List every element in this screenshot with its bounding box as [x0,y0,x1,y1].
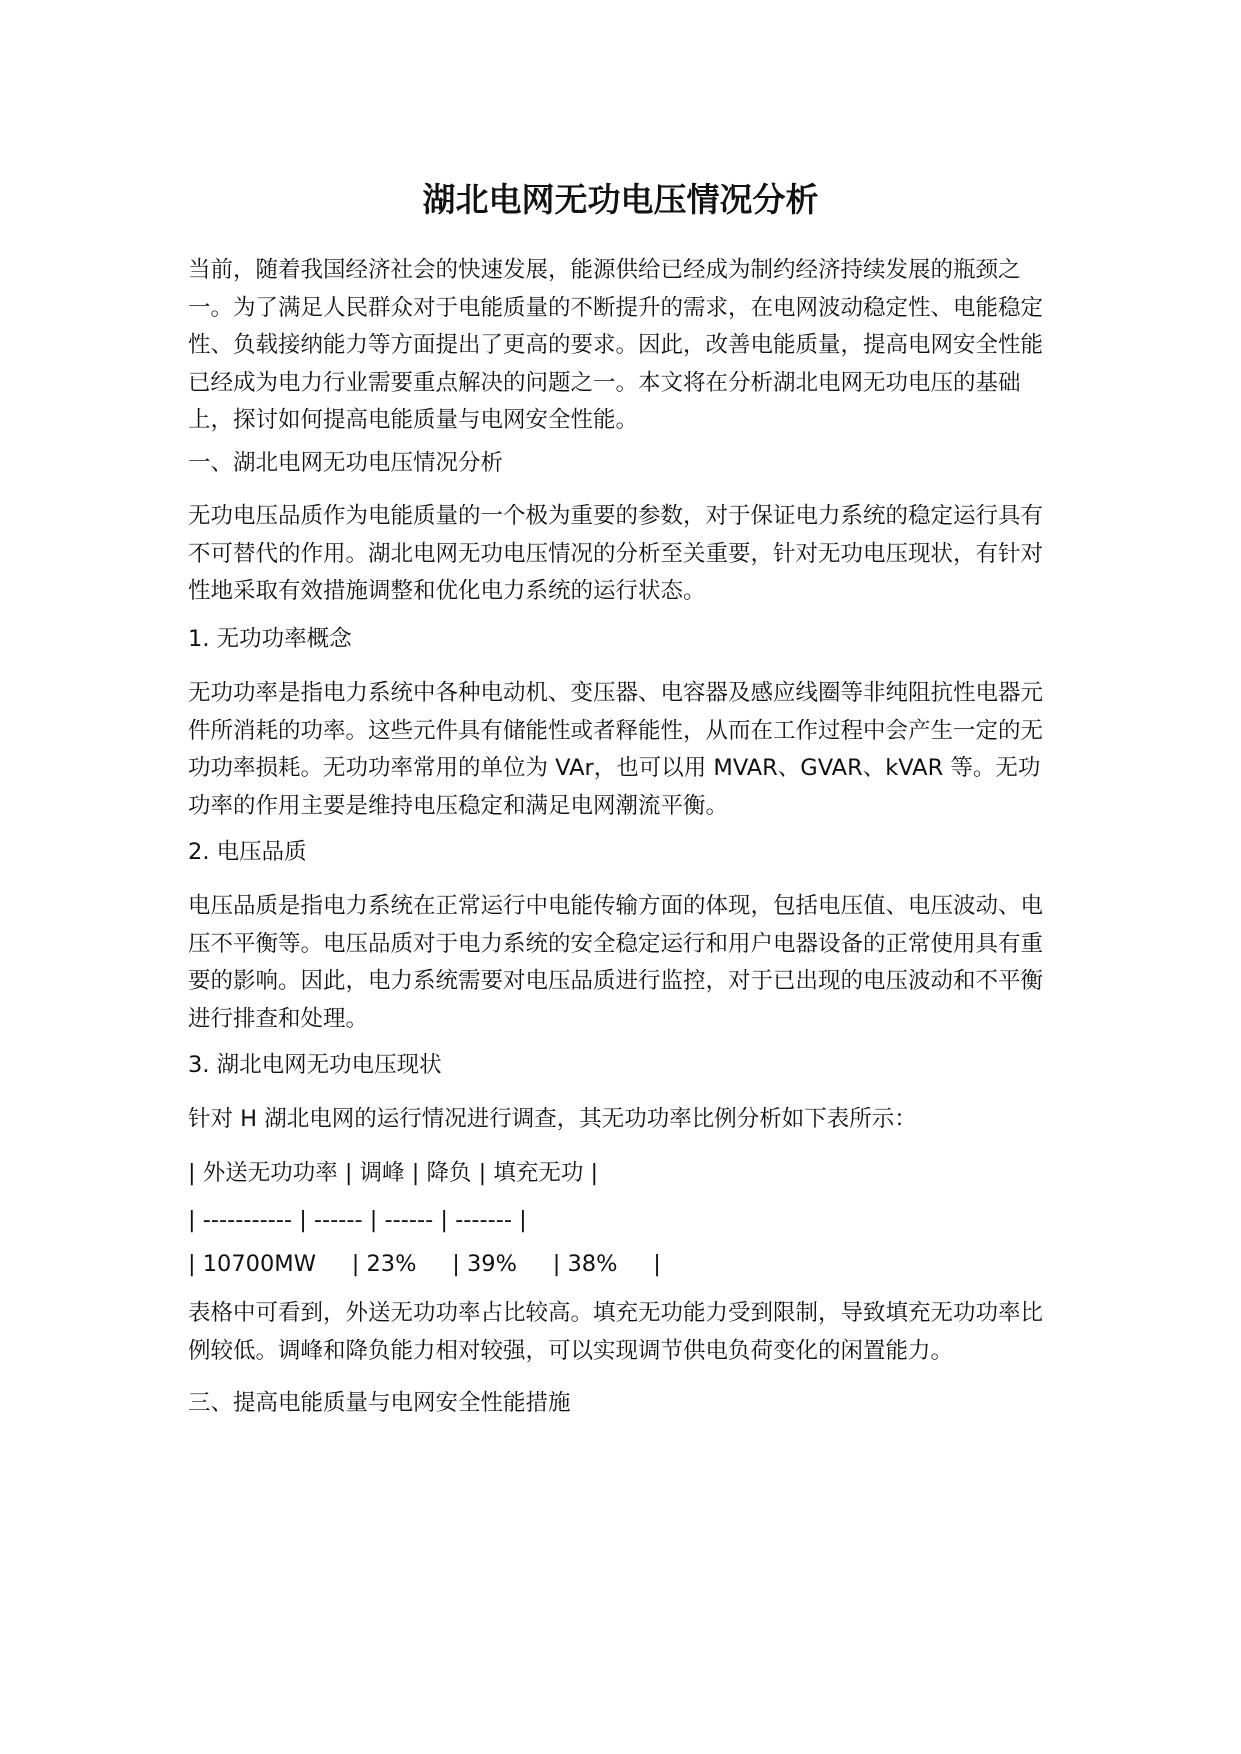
table-separator-row: | ----------- | ------ | ------ | ------- | [188,1207,527,1233]
conclusion-paragraph: 表格中可看到，外送无功功率占比较高。填充无功能力受到限制，导致填充无功功率比例较低。调峰和降负能力相对较强，可以实现调节供电负荷变化的闲置能力。 [188,1300,1044,1364]
section-3-heading: 三、提高电能质量与电网安全性能措施 [188,1390,571,1416]
subsection-3-heading: 3. 湖北电网无功电压现状 [188,1052,442,1078]
subsection-2-paragraph: 电压品质是指电力系统在正常运行中电能传输方面的体现，包括电压值、电压波动、电压不平衡等。电压品质对于电力系统的安全稳定运行和用户电器设备的正常使用具有重要的影响。因此，电力系统需要对电压品质进行监控，对于已出现的电压波动和不平衡进行排查和处理。 [188,893,1044,1032]
section-1-paragraph: 无功电压品质作为电能质量的一个极为重要的参数，对于保证电力系统的稳定运行具有不可替代的作用。湖北电网无功电压情况的分析至关重要，针对无功电压现状，有针对性地采取有效措施调整和优化电力系统的运行状态。 [188,503,1044,605]
table-header-row: | 外送无功功率 | 调峰 | 降负 | 填充无功 | [188,1160,599,1186]
subsection-1-paragraph: 无功功率是指电力系统中各种电动机、变压器、电容器及感应线圈等非纯阻抗性电器元件所消耗的功率。这些元件具有储能性或者释能性，从而在工作过程中会产生一定的无功功率损耗。无功功率常用的单位为 VAr，也可以用 MVAR、GVAR、kVAR 等。无功功率的作用主要是维持电压稳定和满足电网潮流平衡。 [188,680,1044,819]
subsection-2-heading: 2. 电压品质 [188,839,307,865]
intro-paragraph: 当前，随着我国经济社会的快速发展，能源供给已经成为制约经济持续发展的瓶颈之一。为了满足人民群众对于电能质量的不断提升的需求，在电网波动稳定性、电能稳定性、负载接纳能力等方面提出了更高的要求。因此，改善电能质量，提高电网安全性能已经成为电力行业需要重点解决的问题之一。本文将在分析湖北电网无功电压的基础上，探讨如何提高电能质量与电网安全性能。 [188,257,1044,434]
subsection-1-heading: 1. 无功功率概念 [188,626,352,652]
table-data-row: | 10700MW | 23% | 39% | 38% | [188,1251,661,1277]
subsection-3-paragraph: 针对 H 湖北电网的运行情况进行调查，其无功功率比例分析如下表所示： [188,1106,917,1132]
section-1-heading: 一、湖北电网无功电压情况分析 [188,450,504,476]
document-title: 湖北电网无功电压情况分析 [422,180,819,219]
